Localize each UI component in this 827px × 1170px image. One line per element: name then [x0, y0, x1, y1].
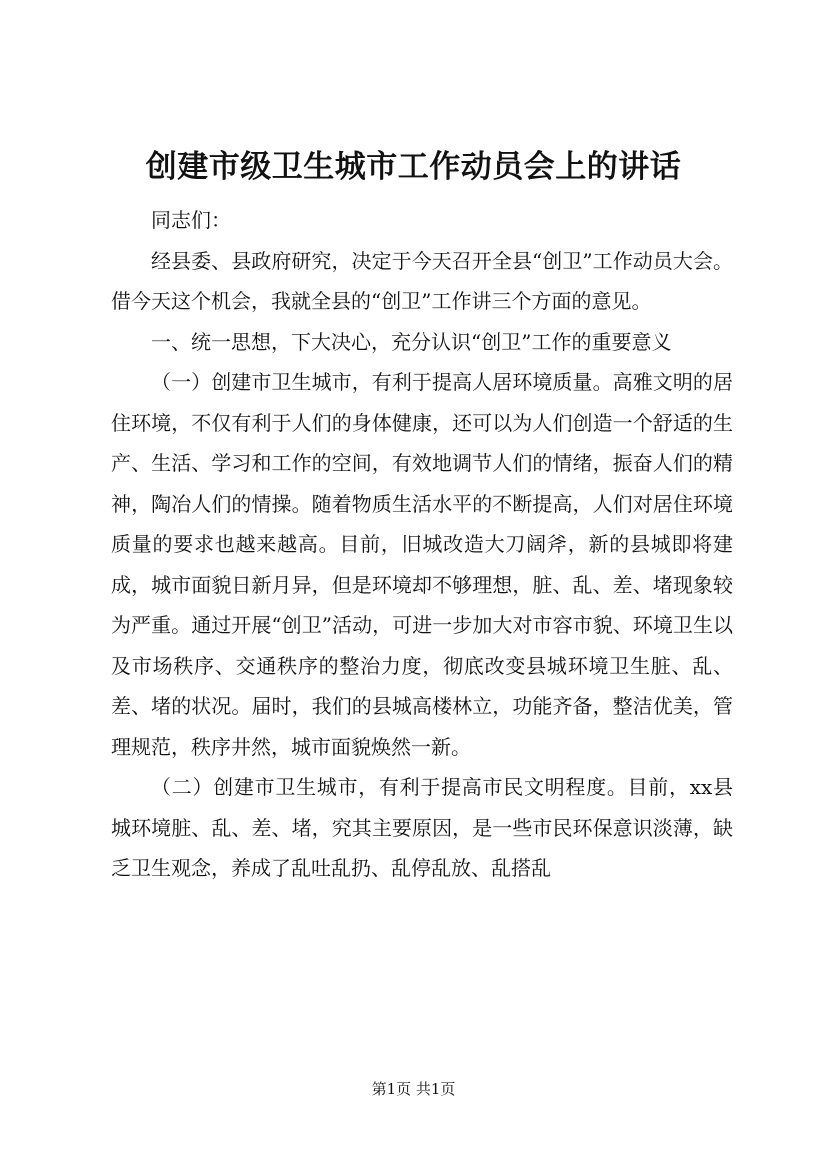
subsection-paragraph-2: （二）创建市卫生城市，有利于提高市民文明程度。目前，xx县城环境脏、乱、差、堵，究其主要原因，是一些市民环保意识淡薄，缺乏卫生观念，养成了乱吐乱扔、乱停乱放、乱搭乱 — [111, 775, 733, 880]
subsection-paragraph-1: （一）创建市卫生城市，有利于提高人居环境质量。高雅文明的居住环境，不仅有利于人们的身体健康，还可以为人们创造一个舒适的生产、生活、学习和工作的空间，有效地调节人们的情绪，振奋人们的精神，陶冶人们的情操。随着物质生活水平的不断提高，人们对居住环境质量的要求也越来越高。目前，旧城改造大刀阔斧，新的县城即将建成，城市面貌日新月异，但是环境却不够理想，脏、乱、差、堵现象较为严重。通过开展“创卫”活动，可进一步加大对市容市貌、环境卫生以及市场秩序、交通秩序的整治力度，彻底改变县城环境卫生脏、乱、差、堵的状况。届时，我们的县城高楼林立，功能齐备，整洁优美，管理规范，秩序井然，城市面貌焕然一新。 — [111, 370, 733, 759]
section-heading-1: 一、统一思想，下大决心，充分认识“创卫”工作的重要意义 — [151, 329, 672, 354]
salutation-paragraph: 同志们： — [151, 208, 231, 232]
page-footer: 第1页 共1页 — [371, 1080, 456, 1098]
document-title: 创建市级卫生城市工作动员会上的讲话 — [145, 149, 682, 185]
document-body — [111, 200, 733, 889]
intro-paragraph: 经县委、县政府研究，决定于今天召开全县“创卫”工作动员大会。借今天这个机会，我就全县的“创卫”工作讲三个方面的意见。 — [111, 248, 733, 313]
